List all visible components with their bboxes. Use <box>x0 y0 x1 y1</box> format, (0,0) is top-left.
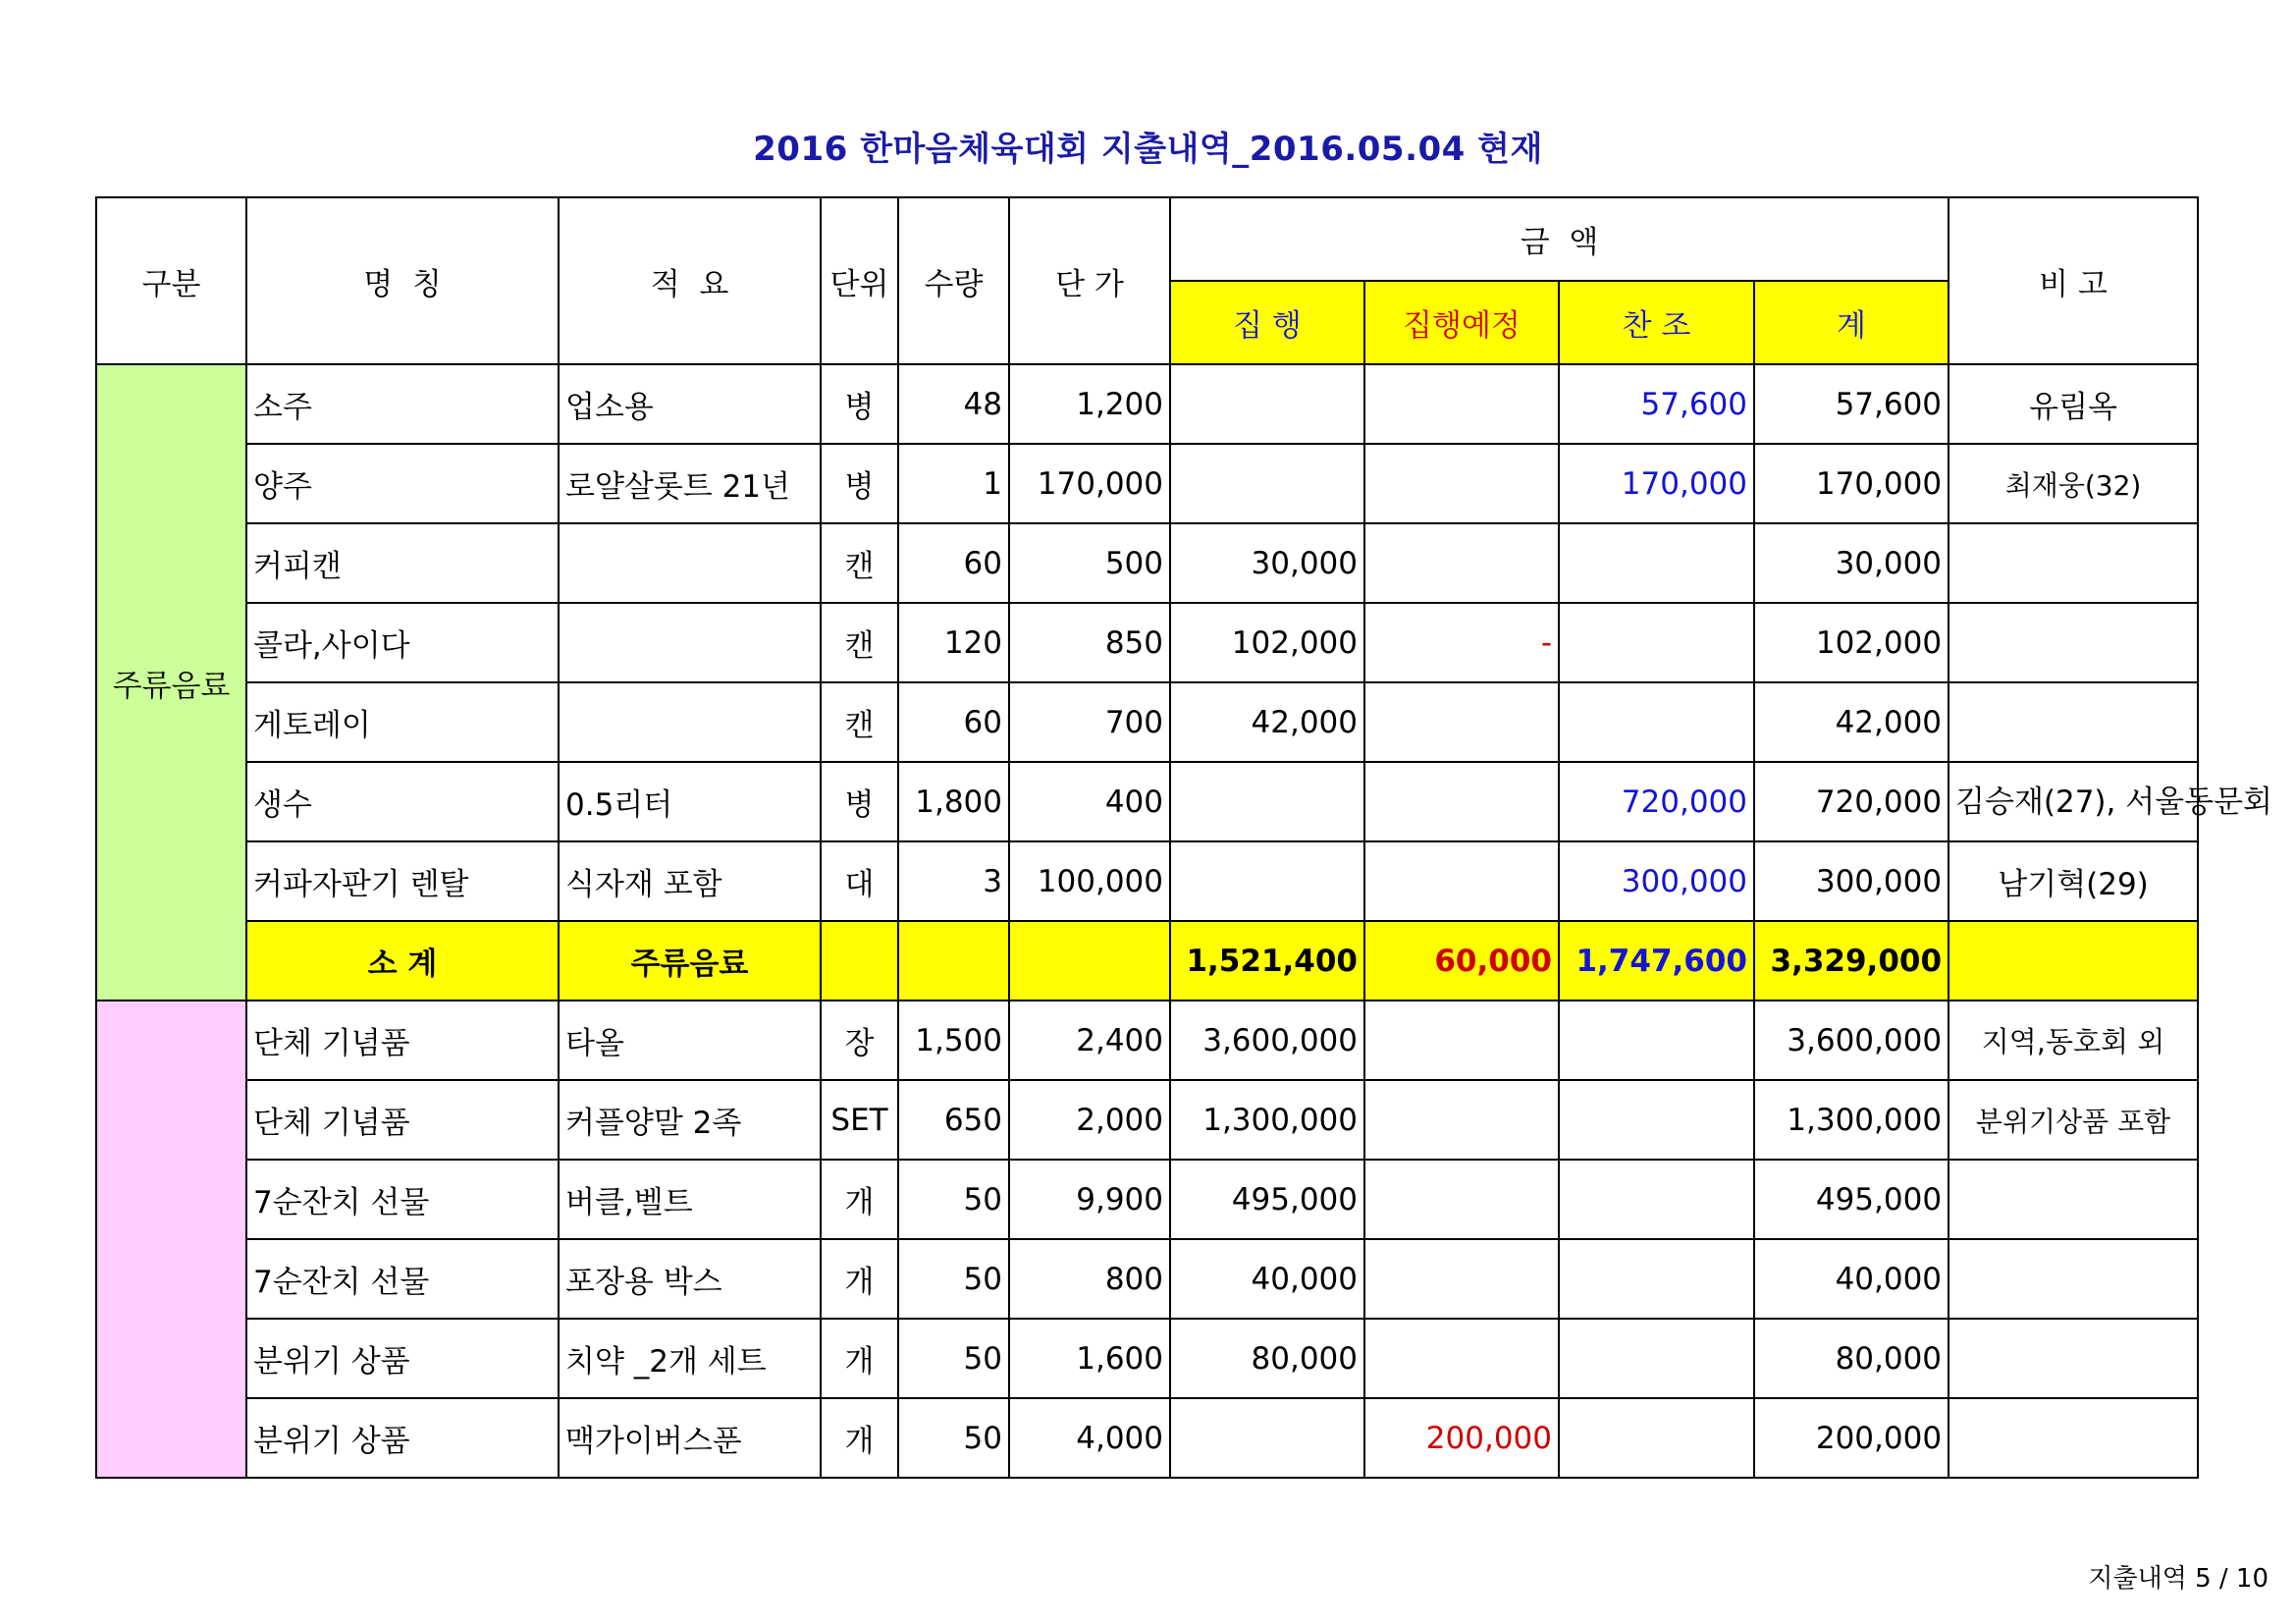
table-row <box>96 841 2198 921</box>
cell-executed: 42,000 <box>1170 682 1364 762</box>
cell-desc: 치약 _2개 세트 <box>559 1319 821 1398</box>
cell-qty: 3 <box>898 841 1009 921</box>
cell-executed <box>1170 444 1364 523</box>
cell-sponsor: 300,000 <box>1559 841 1754 921</box>
cell-planned <box>1364 1001 1559 1080</box>
subtotal-label: 소 계 <box>246 921 559 1001</box>
cell-name: 단체 기념품 <box>246 1080 559 1160</box>
cell-desc: 커플양말 2족 <box>559 1080 821 1160</box>
cell-desc: 맥가이버스푼 <box>559 1398 821 1478</box>
header-unit: 단위 <box>821 197 898 364</box>
cell-executed <box>1170 1398 1364 1478</box>
cell-sponsor <box>1559 1080 1754 1160</box>
cell-total: 102,000 <box>1754 603 1949 682</box>
table-row <box>96 1239 2198 1319</box>
cell-price: 2,400 <box>1009 1001 1170 1080</box>
cell-qty: 50 <box>898 1319 1009 1398</box>
cell-total: 300,000 <box>1754 841 1949 921</box>
category-gifts <box>96 1001 246 1478</box>
cell-desc: 식자재 포함 <box>559 841 821 921</box>
subtotal-executed: 1,521,400 <box>1170 921 1364 1001</box>
cell-unit: 개 <box>821 1160 898 1239</box>
cell-desc: 버클,벨트 <box>559 1160 821 1239</box>
cell-executed: 3,600,000 <box>1170 1001 1364 1080</box>
cell-remark: 유림옥 <box>1949 364 2198 444</box>
table-row <box>96 1398 2198 1478</box>
header-amount: 금 액 <box>1170 197 1949 281</box>
header-qty: 수량 <box>898 197 1009 364</box>
cell-desc <box>559 523 821 603</box>
cell-desc <box>559 682 821 762</box>
cell-price: 2,000 <box>1009 1080 1170 1160</box>
cell-remark: 분위기상품 포함 <box>1949 1080 2198 1160</box>
cell-unit: 캔 <box>821 603 898 682</box>
cell-total: 30,000 <box>1754 523 1949 603</box>
cell-unit: 병 <box>821 364 898 444</box>
cell-price: 700 <box>1009 682 1170 762</box>
cell-unit: 개 <box>821 1398 898 1478</box>
subtotal-remark <box>1949 921 2198 1001</box>
cell-name: 분위기 상품 <box>246 1398 559 1478</box>
cell-price: 400 <box>1009 762 1170 841</box>
cell-price: 170,000 <box>1009 444 1170 523</box>
cell-desc: 포장용 박스 <box>559 1239 821 1319</box>
header-desc: 적 요 <box>559 197 821 364</box>
cell-planned <box>1364 364 1559 444</box>
cell-remark: 지역,동호회 외 <box>1949 1001 2198 1080</box>
cell-planned <box>1364 762 1559 841</box>
subtotal-total: 3,329,000 <box>1754 921 1949 1001</box>
cell-remark <box>1949 1319 2198 1398</box>
table-row <box>96 1319 2198 1398</box>
cell-planned <box>1364 682 1559 762</box>
cell-executed: 40,000 <box>1170 1239 1364 1319</box>
cell-desc: 0.5리터 <box>559 762 821 841</box>
cell-total: 40,000 <box>1754 1239 1949 1319</box>
subtotal-sponsor: 1,747,600 <box>1559 921 1754 1001</box>
cell-sponsor: 720,000 <box>1559 762 1754 841</box>
cell-sponsor <box>1559 1001 1754 1080</box>
cell-price: 1,200 <box>1009 364 1170 444</box>
cell-executed: 102,000 <box>1170 603 1364 682</box>
cell-price: 4,000 <box>1009 1398 1170 1478</box>
cell-desc <box>559 603 821 682</box>
subtotal-desc: 주류음료 <box>559 921 821 1001</box>
cell-name: 콜라,사이다 <box>246 603 559 682</box>
cell-sponsor <box>1559 603 1754 682</box>
cell-price: 9,900 <box>1009 1160 1170 1239</box>
cell-unit: 장 <box>821 1001 898 1080</box>
table-row <box>96 523 2198 603</box>
cell-executed: 80,000 <box>1170 1319 1364 1398</box>
cell-name: 커파자판기 렌탈 <box>246 841 559 921</box>
cell-qty: 50 <box>898 1398 1009 1478</box>
cell-price: 1,600 <box>1009 1319 1170 1398</box>
cell-planned: - <box>1364 603 1559 682</box>
cell-name: 분위기 상품 <box>246 1319 559 1398</box>
table-row <box>96 364 2198 444</box>
cell-qty: 60 <box>898 523 1009 603</box>
cell-planned <box>1364 841 1559 921</box>
header-executed: 집 행 <box>1170 281 1364 364</box>
cell-total: 80,000 <box>1754 1319 1949 1398</box>
cell-qty: 48 <box>898 364 1009 444</box>
cell-planned <box>1364 1160 1559 1239</box>
cell-remark: 김승재(27), 서울동문회 <box>1949 762 2198 841</box>
cell-unit: SET <box>821 1080 898 1160</box>
cell-qty: 50 <box>898 1239 1009 1319</box>
table-row <box>96 603 2198 682</box>
cell-desc: 로얄살롯트 21년 <box>559 444 821 523</box>
cell-planned <box>1364 523 1559 603</box>
cell-remark <box>1949 523 2198 603</box>
cell-price: 800 <box>1009 1239 1170 1319</box>
cell-unit: 대 <box>821 841 898 921</box>
cell-name: 커피캔 <box>246 523 559 603</box>
cell-executed <box>1170 364 1364 444</box>
cell-sponsor <box>1559 1160 1754 1239</box>
cell-planned <box>1364 444 1559 523</box>
cell-qty: 1 <box>898 444 1009 523</box>
cell-executed <box>1170 762 1364 841</box>
cell-desc: 타올 <box>559 1001 821 1080</box>
cell-planned <box>1364 1319 1559 1398</box>
cell-price: 500 <box>1009 523 1170 603</box>
cell-total: 3,600,000 <box>1754 1001 1949 1080</box>
cell-desc: 업소용 <box>559 364 821 444</box>
cell-remark: 남기혁(29) <box>1949 841 2198 921</box>
header-name: 명 칭 <box>246 197 559 364</box>
cell-name: 단체 기념품 <box>246 1001 559 1080</box>
cell-executed <box>1170 841 1364 921</box>
header-total: 계 <box>1754 281 1949 364</box>
cell-name: 게토레이 <box>246 682 559 762</box>
subtotal-price <box>1009 921 1170 1001</box>
table-row <box>96 1160 2198 1239</box>
page-title: 2016 한마음체육대회 지출내역_2016.05.04 현재 <box>753 130 1543 169</box>
cell-qty: 60 <box>898 682 1009 762</box>
cell-executed: 30,000 <box>1170 523 1364 603</box>
header-sponsor: 찬 조 <box>1559 281 1754 364</box>
cell-total: 200,000 <box>1754 1398 1949 1478</box>
page-footer: 지출내역 5 / 10 <box>2088 1564 2269 1594</box>
cell-price: 100,000 <box>1009 841 1170 921</box>
header-remark: 비 고 <box>1949 197 2198 364</box>
cell-sponsor: 170,000 <box>1559 444 1754 523</box>
cell-unit: 병 <box>821 762 898 841</box>
cell-qty: 50 <box>898 1160 1009 1239</box>
cell-qty: 1,500 <box>898 1001 1009 1080</box>
table-row <box>96 444 2198 523</box>
table-row <box>96 1080 2198 1160</box>
cell-qty: 650 <box>898 1080 1009 1160</box>
cell-planned: 200,000 <box>1364 1398 1559 1478</box>
cell-executed: 495,000 <box>1170 1160 1364 1239</box>
header-planned: 집행예정 <box>1364 281 1559 364</box>
subtotal-qty <box>898 921 1009 1001</box>
header-category: 구분 <box>96 197 246 364</box>
subtotal-unit <box>821 921 898 1001</box>
cell-planned <box>1364 1080 1559 1160</box>
cell-total: 170,000 <box>1754 444 1949 523</box>
cell-price: 850 <box>1009 603 1170 682</box>
cell-total: 720,000 <box>1754 762 1949 841</box>
cell-total: 57,600 <box>1754 364 1949 444</box>
cell-qty: 120 <box>898 603 1009 682</box>
cell-sponsor <box>1559 1319 1754 1398</box>
cell-remark <box>1949 603 2198 682</box>
cell-sponsor <box>1559 1398 1754 1478</box>
cell-unit: 캔 <box>821 682 898 762</box>
cell-executed: 1,300,000 <box>1170 1080 1364 1160</box>
cell-sponsor <box>1559 523 1754 603</box>
cell-remark <box>1949 1239 2198 1319</box>
cell-total: 42,000 <box>1754 682 1949 762</box>
cell-total: 1,300,000 <box>1754 1080 1949 1160</box>
cell-unit: 캔 <box>821 523 898 603</box>
cell-name: 생수 <box>246 762 559 841</box>
cell-unit: 병 <box>821 444 898 523</box>
cell-name: 7순잔치 선물 <box>246 1160 559 1239</box>
table-row <box>96 682 2198 762</box>
cell-name: 양주 <box>246 444 559 523</box>
table-row <box>96 1001 2198 1080</box>
expense-table <box>95 196 2272 1479</box>
cell-remark <box>1949 1160 2198 1239</box>
table-row <box>96 762 2198 841</box>
cell-name: 소주 <box>246 364 559 444</box>
cell-remark <box>1949 682 2198 762</box>
category-beverage: 주류음료 <box>96 364 246 1001</box>
cell-planned <box>1364 1239 1559 1319</box>
cell-remark: 최재웅(32) <box>1949 444 2198 523</box>
cell-sponsor: 57,600 <box>1559 364 1754 444</box>
cell-unit: 개 <box>821 1239 898 1319</box>
cell-unit: 개 <box>821 1319 898 1398</box>
cell-name: 7순잔치 선물 <box>246 1239 559 1319</box>
cell-total: 495,000 <box>1754 1160 1949 1239</box>
cell-qty: 1,800 <box>898 762 1009 841</box>
header-price: 단 가 <box>1009 197 1170 364</box>
cell-sponsor <box>1559 682 1754 762</box>
subtotal-planned: 60,000 <box>1364 921 1559 1001</box>
cell-remark <box>1949 1398 2198 1478</box>
cell-sponsor <box>1559 1239 1754 1319</box>
subtotal-row <box>96 921 2198 1001</box>
